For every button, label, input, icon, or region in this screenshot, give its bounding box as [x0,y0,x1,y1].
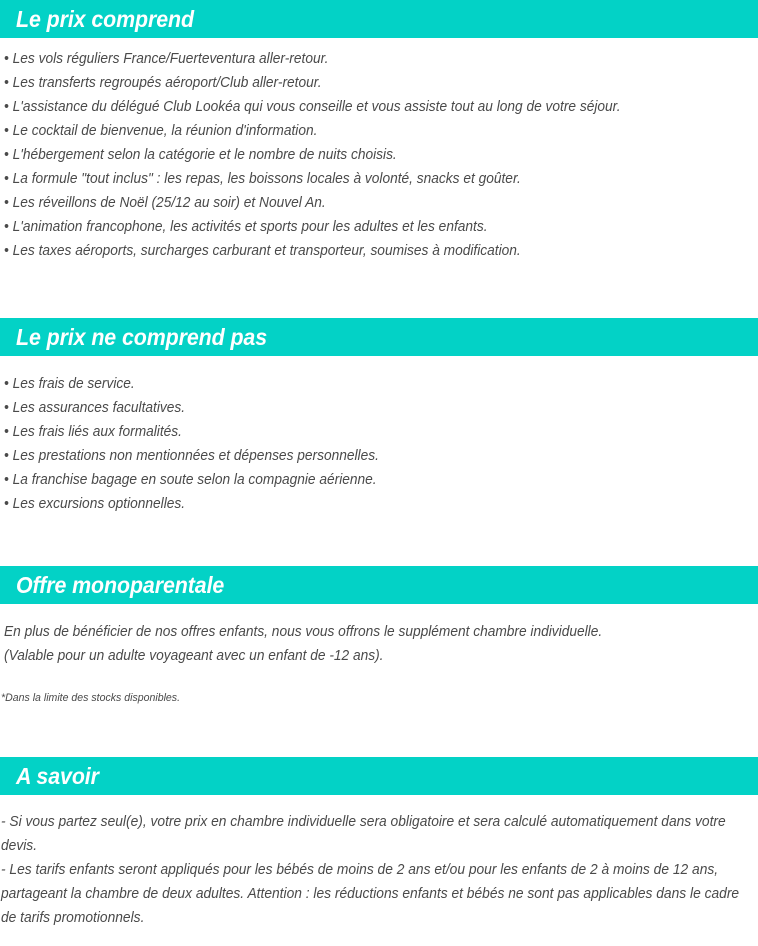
section-title: Le prix ne comprend pas [16,323,268,350]
list-item [4,119,718,143]
list-item-label: L'assistance du délégué Club Lookéa qui vous conseille et vous assiste tout au long de votre séjour. [12,99,621,115]
list-item [4,468,718,492]
bullet-icon: • [4,99,9,115]
paragraph: (Valable pour un adulte voyageant avec un enfant de -12 ans). [4,648,384,664]
list-item [4,143,718,167]
section-body-offre-monoparentale [0,620,758,668]
bullet-icon: • [4,400,9,416]
paragraph: En plus de bénéficier de nos offres enfants, nous vous offrons le supplément chambre individuelle. [4,624,603,640]
section-header-prix-comprend [0,0,758,38]
list-item-label: Le cocktail de bienvenue, la réunion d'information. [12,123,318,139]
section-title: A savoir [16,762,99,789]
section-body-prix-ne-comprend-pas [0,372,758,516]
bullet-icon: • [4,75,9,91]
section-body-a-savoir [0,810,758,930]
included-list [4,47,748,263]
list-item-label: Les frais de service. [12,376,135,392]
bullet-icon: • [4,51,9,67]
list-item-label: L'animation francophone, les activités et sports pour les adultes et les enfants. [12,219,488,235]
bullet-icon: • [4,496,9,512]
list-item-label: Les vols réguliers France/Fuerteventura aller-retour. [12,51,329,67]
bullet-icon: • [4,424,9,440]
list-item [4,444,718,468]
bullet-icon: • [4,219,9,235]
bullet-icon: • [4,195,9,211]
note-text: - Si vous partez seul(e), votre prix en chambre individuelle sera obligatoire et sera calculé automatiquement dans votre devis. [1,814,726,854]
note-text: - Les tarifs enfants seront appliqués pour les bébés de moins de 2 ans et/ou pour les enfants de 2 à moins de 12 ans, partageant la chambre de deux adultes. Attention : les réductions enfants et bébés ne sont pas applicables dans le cadre de tarifs promotionnels. [1,862,740,926]
bullet-icon: • [4,472,9,488]
section-header-offre-monoparentale [0,566,758,604]
list-item [4,167,718,191]
section-title: Offre monoparentale [16,571,225,598]
list-item-label: La franchise bagage en soute selon la compagnie aérienne. [12,472,377,488]
bullet-icon: • [4,448,9,464]
list-item [4,95,718,119]
list-item-label: L'hébergement selon la catégorie et le nombre de nuits choisis. [12,147,397,163]
list-item-label: Les taxes aéroports, surcharges carburant et transporteur, soumises à modification. [12,243,521,259]
section-header-a-savoir [0,757,758,795]
list-item [4,239,718,263]
excluded-list [4,372,748,516]
list-item-label: Les excursions optionnelles. [12,496,186,512]
list-item [4,420,718,444]
list-item-label: Les transferts regroupés aéroport/Club aller-retour. [12,75,322,91]
bullet-icon: • [4,171,9,187]
bullet-icon: • [4,376,9,392]
list-item [4,47,718,71]
bullet-icon: • [4,147,9,163]
section-body-prix-comprend [0,47,758,263]
list-item [4,71,718,95]
list-item-label: Les réveillons de Noël (25/12 au soir) et Nouvel An. [12,195,326,211]
list-item [4,191,718,215]
footnote-text: *Dans la limite des stocks disponibles. [1,692,181,704]
bullet-icon: • [4,243,9,259]
list-item-label: Les prestations non mentionnées et dépenses personnelles. [12,448,379,464]
list-item [4,215,718,239]
section-header-prix-ne-comprend-pas [0,318,758,356]
list-item-label: La formule "tout inclus" : les repas, les boissons locales à volonté, snacks et goûter. [12,171,521,187]
footnote-offre-monoparentale [0,688,758,708]
list-item [4,372,718,396]
list-item [4,396,718,420]
section-title: Le prix comprend [16,5,194,32]
bullet-icon: • [4,123,9,139]
list-item-label: Les assurances facultatives. [12,400,186,416]
list-item-label: Les frais liés aux formalités. [12,424,182,440]
list-item [4,492,718,516]
